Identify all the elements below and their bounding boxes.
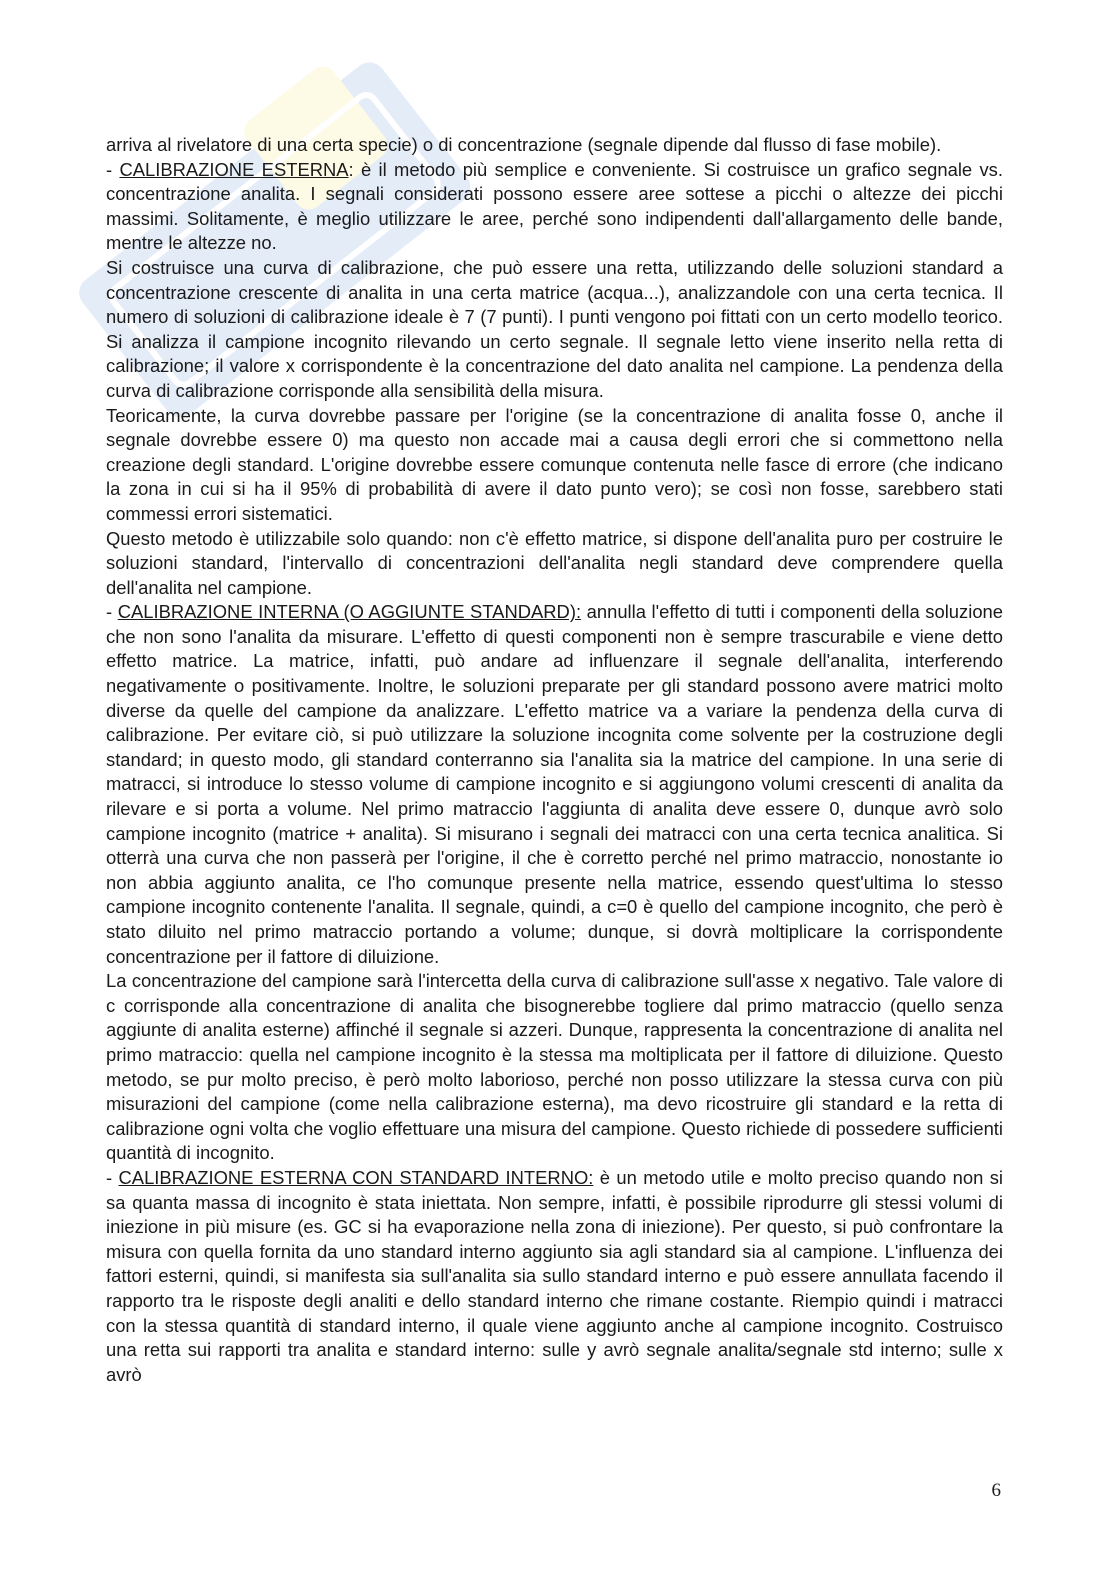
section-heading: CALIBRAZIONE ESTERNA CON STANDARD INTERNO: [118, 1166, 594, 1188]
list-dash: - [106, 601, 118, 623]
paragraph-text: arriva al rivelatore di una certa specie) o di concentrazione (segnale dipende dal flusso di fase mobile). [106, 134, 942, 155]
paragraph [106, 969, 1003, 1166]
paragraph-text: : è il metodo più semplice e conveniente. Si costruisce un grafico segnale vs. concentrazione analita. I segnali considerati possono essere aree sottese a picchi o altezze dei picchi massimi. Solitamente, è meglio utilizzare le aree, perché sono indipendenti dall'allargamento delle bande, mentre le altezze no. [106, 158, 1003, 254]
document-body [106, 133, 1003, 1387]
paragraph-standard-interno [106, 1166, 1003, 1387]
paragraph-text: annulla l'effetto di tutti i componenti della soluzione che non sono l'analita da misurare. L'effetto di questi componenti non è sempre trascurabile e viene detto effetto matrice. La matrice, infatti, può andare ad influenzare il segnale dell'analita, interferendo negativamente o positivamente. Inoltre, le soluzioni preparate per gli standard possono avere matrici molto diverse da quelle del campione da analizzare. L'effetto matrice va a variare la pendenza della curva di calibrazione. Per evitare ciò, si può utilizzare la soluzione incognita come solvente per la costruzione degli standard; in questo modo, gli standard conterranno sia l'analita sia la matrice del campione. In una serie di matracci, si introduce lo stesso volume di campione incognito e si aggiungono volumi crescenti di analita da rilevare e si porta a volume. Nel primo matraccio l'aggiunta di analita deve essere 0, dunque avrò solo campione incognito (matrice + analita). Si misurano i segnali dei matracci con una certa tecnica analitica. Si otterrà una curva che non passerà per l'origine, il che è corretto perché nel primo matraccio, nonostante io non abbia aggiunto analita, ce l'ho comunque presente nella matrice, essendo quest'ultima lo stesso campione incognito contenente l'analita. Il segnale, quindi, a c=0 è quello del campione incognito, che però è stato diluito nel primo matraccio portando a volume; dunque, si dovrà moltiplicare la corrispondente concentrazione per il fattore di diluizione. [106, 601, 1004, 967]
paragraph [106, 133, 1003, 158]
paragraph-calibrazione-interna [106, 600, 1003, 969]
page-number: 6 [991, 1480, 1001, 1501]
paragraph-text: Si costruisce una curva di calibrazione, che può essere una retta, utilizzando delle soluzioni standard a concentrazione crescente di analita in una certa matrice (acqua...), analizzandole con una certa tecnica. Il numero di soluzioni di calibrazione ideale è 7 (7 punti). I punti vengono poi fittati con un certo modello teorico. Si analizza il campione incognito rilevando un certo segnale. Il segnale letto viene inserito nella retta di calibrazione; il valore x corrispondente è la concentrazione del dato analita nel campione. La pendenza della curva di calibrazione corrisponde alla sensibilità della misura. [106, 256, 1003, 401]
paragraph-text: Teoricamente, la curva dovrebbe passare per l'origine (se la concentrazione di analita fosse 0, anche il segnale dovrebbe essere 0) ma questo non accade mai a causa degli errori che si commettono nella creazione degli standard. L'origine dovrebbe essere comunque contenuta nelle fasce di errore (che indicano la zona in cui si ha il 95% di probabilità di avere il dato punto vero); se così non fosse, sarebbero stati commessi errori sistematici. [106, 404, 1003, 524]
section-heading: CALIBRAZIONE ESTERNA [119, 158, 349, 180]
list-dash: - [106, 1166, 119, 1188]
paragraph [106, 256, 1003, 404]
paragraph-calibrazione-esterna [106, 158, 1003, 256]
paragraph-text: Questo metodo è utilizzabile solo quando: non c'è effetto matrice, si dispone dell'analita puro per costruire le soluzioni standard, l'intervallo di concentrazioni dell'analita negli standard deve comprendere quella dell'analita nel campione. [106, 527, 1003, 598]
section-heading: CALIBRAZIONE INTERNA (O AGGIUNTE STANDARD): [117, 601, 582, 623]
paragraph [106, 527, 1003, 601]
paragraph [106, 404, 1003, 527]
paragraph-text: è un metodo utile e molto preciso quando non si sa quanta massa di incognito è stata iniettata. Non sempre, infatti, è possibile riprodurre gli stessi volumi di iniezione in più misure (es. GC si ha evaporazione nella zona di iniezione). Per questo, si può confrontare la misura con quella fornita da uno standard interno aggiunto sia agli standard sia al campione. L'influenza dei fattori esterni, quindi, si manifesta sia sull'analita sia sullo standard interno e può essere annullata facendo il rapporto tra le risposte degli analiti e dello standard interno che rimane costante. Riempio quindi i matracci con la stessa quantità di standard interno, il quale viene aggiunto anche al campione incognito. Costruisco una retta sui rapporti tra analita e standard interno: sulle y avrò segnale analita/segnale std interno; sulle x avrò [106, 1166, 1003, 1385]
paragraph-text: La concentrazione del campione sarà l'intercetta della curva di calibrazione sull'asse x negativo. Tale valore di c corrisponde alla concentrazione di analita che bisognerebbe togliere dal primo matraccio (quello senza aggiunte di analita esterne) affinché il segnale si azzeri. Dunque, rappresenta la concentrazione di analita nel primo matraccio: quella nel campione incognito è la stessa ma moltiplicata per il fattore di diluizione. Questo metodo, se pur molto preciso, è però molto laborioso, perché non posso utilizzare la stessa curva con più misurazioni del campione (come nella calibrazione esterna), ma devo ricostruire gli standard e la retta di calibrazione ogni volta che voglio effettuare una misura del campione. Questo richiede di possedere sufficienti quantità di incognito. [106, 970, 1003, 1164]
list-dash: - [106, 158, 120, 180]
